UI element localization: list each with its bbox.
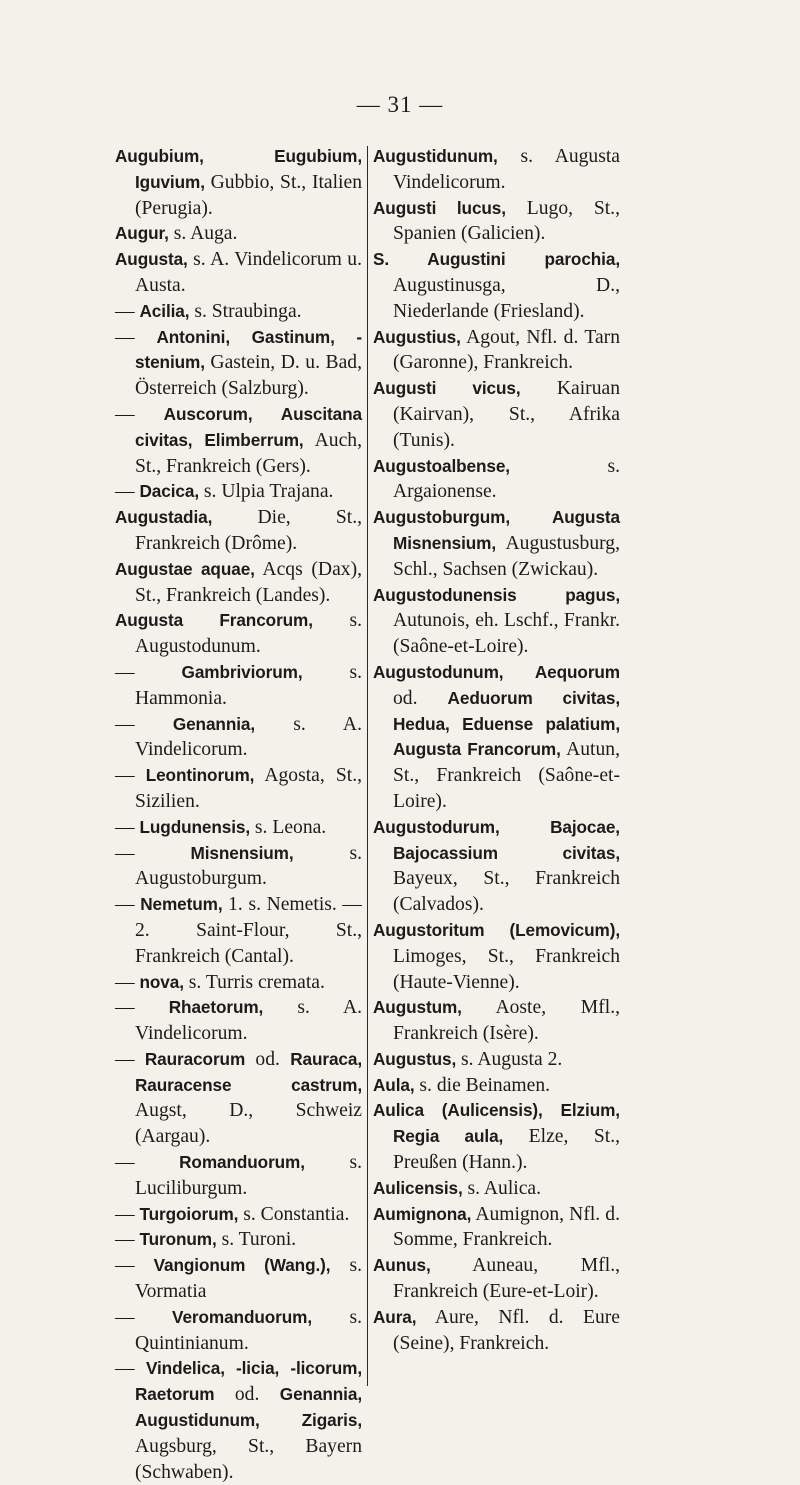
- entry-headword: Rhaetorum,: [168, 997, 264, 1018]
- entry-text: —: [115, 403, 164, 425]
- entry-headword: Gambriviorum,: [181, 661, 303, 682]
- dictionary-entry: [115, 1202, 362, 1228]
- dictionary-entry: [373, 815, 620, 918]
- entry-text: Augst, D., Schweiz (Aargau).: [135, 1100, 362, 1148]
- dictionary-entry: [115, 712, 362, 764]
- entry-headword: Augustae aquae,: [115, 558, 255, 579]
- dictionary-entry: [373, 995, 620, 1047]
- entry-text: Autun, St., Frankreich (Saône-et-Loire).: [393, 739, 620, 812]
- entry-headword: Vangionum (Wang.),: [153, 1255, 331, 1276]
- dictionary-entry: [373, 144, 620, 196]
- right-column: [373, 144, 620, 1356]
- entry-text: —: [115, 661, 182, 683]
- entry-headword: Augustidunum,: [373, 146, 498, 166]
- entry-headword: Aula,: [373, 1074, 415, 1095]
- dictionary-entry: [115, 608, 362, 660]
- entry-headword: Turonum,: [139, 1229, 217, 1250]
- entry-text: Agosta, St., Sizilien.: [135, 765, 362, 812]
- entry-headword: Augur,: [115, 223, 169, 244]
- dictionary-entry: [373, 505, 620, 582]
- entry-text: —: [115, 1306, 173, 1328]
- dictionary-entry: [115, 557, 362, 609]
- page-number: — 31 —: [356, 92, 444, 117]
- dictionary-entry: [115, 144, 362, 221]
- entry-headword: Augustodunensis pagus,: [373, 584, 620, 605]
- dictionary-entry: [373, 1176, 620, 1202]
- entry-headword: Aumignona,: [373, 1203, 472, 1224]
- entry-text: Gastein, D. u. Bad, Österreich (Salzburg).: [135, 352, 362, 400]
- entry-headword: Augustodurum, Bajocae, Bajocassium civitas,: [373, 816, 620, 863]
- entry-text: s. Augustoburgum.: [135, 842, 362, 890]
- dictionary-entry: [373, 583, 620, 660]
- entry-headword: Aunus,: [373, 1255, 431, 1276]
- entry-headword: Misnensium,: [190, 842, 294, 863]
- entry-text: s. Hammonia.: [135, 661, 362, 709]
- dictionary-entry: [115, 247, 362, 299]
- entry-text: Lugo, St., Spanien (Galicien).: [393, 197, 620, 245]
- entry-text: s. A. Vindelicorum.: [135, 997, 362, 1045]
- dictionary-entry: [115, 892, 362, 969]
- entry-text: s. Augusta 2.: [456, 1048, 563, 1070]
- entry-text: Elze, St., Preußen (Hann.).: [393, 1126, 620, 1174]
- entry-headword: Augustoalbense,: [373, 455, 510, 476]
- dictionary-entry: [373, 1202, 620, 1254]
- entry-headword: Lugdunensis,: [139, 816, 251, 837]
- entry-text: s. A. Vindelicorum u. Austa.: [135, 249, 362, 296]
- entry-text: —: [115, 971, 140, 993]
- dictionary-entry: [115, 1253, 362, 1305]
- entry-text: —: [115, 326, 157, 348]
- entry-text: —: [115, 1048, 145, 1070]
- entry-text: —: [115, 300, 140, 322]
- entry-text: —: [115, 713, 173, 735]
- entry-text: s. die Beinamen.: [414, 1074, 551, 1096]
- entry-text: —: [115, 894, 141, 916]
- dictionary-entry: [373, 660, 620, 815]
- entry-headword: Dacica,: [139, 481, 199, 502]
- dictionary-entry: [373, 325, 620, 377]
- entry-headword: Vindelica, -licia, -licorum, Raetorum: [135, 1358, 363, 1405]
- dictionary-entry: [115, 505, 362, 557]
- entry-text: s. A. Vindelicorum.: [135, 713, 362, 761]
- entry-text: Augustinusga, D., Niederlande (Friesland).: [393, 274, 620, 322]
- entry-text: —: [115, 816, 140, 838]
- entry-headword: Augustadia,: [115, 507, 213, 528]
- entry-text: Agout, Nfl. d. Tarn (Garonne), Frankreich.: [393, 326, 620, 374]
- entry-text: —: [115, 1358, 146, 1380]
- entry-headword: Augustius,: [373, 326, 461, 347]
- entry-text: —: [115, 1203, 140, 1225]
- dictionary-entry: [115, 841, 362, 893]
- entry-headword: Augusti vicus,: [373, 378, 521, 399]
- entry-text: s. Ulpia Trajana.: [199, 481, 334, 503]
- entry-text: s. Quintinianum.: [135, 1306, 362, 1354]
- entry-headword: Augustoburgum, Augusta Misnensium,: [373, 507, 620, 553]
- entry-text: od.: [245, 1048, 291, 1070]
- dictionary-entry: [373, 1047, 620, 1073]
- dictionary-entry: [373, 376, 620, 453]
- entry-text: Aumignon, Nfl. d. Somme, Frankreich.: [393, 1203, 620, 1251]
- entry-text: —: [115, 1229, 140, 1251]
- entry-headword: nova,: [139, 971, 184, 992]
- dictionary-entry: [373, 247, 620, 324]
- entry-text: Kairuan (Kairvan), St., Afrika (Tunis).: [393, 378, 620, 451]
- entry-text: Aure, Nfl. d. Eure (Seine), Frankreich.: [393, 1306, 620, 1354]
- entry-headword: Leontinorum,: [145, 765, 255, 786]
- entry-text: Auch, St., Frankreich (Gers).: [135, 429, 362, 477]
- entry-text: Augsburg, St., Bayern (Schwaben).: [135, 1435, 362, 1483]
- dictionary-entry: [115, 1227, 362, 1253]
- entry-text: —: [115, 481, 140, 503]
- entry-text: Auneau, Mfl., Frankreich (Eure-et-Loir).: [393, 1255, 620, 1303]
- entry-text: s. Leona.: [250, 816, 327, 838]
- entry-headword: Auscorum, Auscitana civitas, Elimberrum,: [135, 403, 362, 450]
- entry-headword: Augustum,: [373, 997, 462, 1018]
- entry-text: s. Augusta Vindelicorum.: [393, 146, 620, 193]
- entry-headword: Augusta Francorum,: [115, 610, 313, 631]
- entry-headword: Genannia, Augustidunum, Zigaris,: [135, 1384, 362, 1431]
- entry-text: s. Auga.: [168, 223, 238, 245]
- entry-headword: Aeduorum civitas, Hedua, Eduense palatium, Augusta Francorum,: [393, 687, 620, 760]
- entry-headword: Aura,: [373, 1306, 417, 1327]
- entry-text: 1. s. Nemetis. — 2. Saint-Flour, St., Frankreich (Cantal).: [135, 894, 362, 967]
- dictionary-entry: [115, 1047, 362, 1150]
- entry-text: Aoste, Mfl., Frankreich (Isère).: [393, 997, 620, 1045]
- entry-headword: Genannia,: [172, 713, 256, 734]
- entry-headword: Turgoiorum,: [139, 1203, 239, 1224]
- entry-text: s. Aulica.: [462, 1177, 542, 1199]
- dictionary-entry: [115, 995, 362, 1047]
- entry-text: s. Turris cremata.: [183, 971, 325, 993]
- entry-text: Acqs (Dax), St., Frankreich (Landes).: [135, 558, 362, 606]
- entry-text: od.: [214, 1384, 280, 1406]
- entry-headword: Augustodunum, Aequorum: [373, 661, 620, 682]
- entry-headword: Augubium, Eugubium, Iguvium,: [115, 146, 362, 192]
- entry-text: Gubbio, St., Italien (Perugia).: [135, 171, 362, 219]
- entry-headword: S. Augustini parochia,: [373, 249, 620, 270]
- entry-headword: Augusta,: [115, 249, 188, 270]
- dictionary-entry: [115, 660, 362, 712]
- entry-headword: Aulica (Aulicensis), Elzium, Regia aula,: [373, 1100, 620, 1147]
- entry-headword: Augustus,: [373, 1048, 457, 1069]
- entry-text: Die, St., Frankreich (Drôme).: [135, 507, 362, 554]
- dictionary-entry: [115, 299, 362, 325]
- entry-text: s. Turoni.: [216, 1229, 297, 1251]
- entry-text: —: [115, 842, 191, 864]
- dictionary-entry: [115, 763, 362, 815]
- dictionary-entry: [373, 918, 620, 995]
- entry-headword: Acilia,: [139, 300, 190, 321]
- entry-headword: Rauracorum: [144, 1048, 246, 1069]
- dictionary-entry: [115, 479, 362, 505]
- dictionary-entry: [373, 1073, 620, 1099]
- entry-headword: Romanduorum,: [179, 1152, 305, 1173]
- left-column: [115, 144, 362, 1485]
- entry-text: —: [115, 1255, 154, 1277]
- dictionary-entry: [115, 1356, 362, 1485]
- entry-text: s. Augustodunum.: [135, 610, 362, 658]
- entry-headword: Antonini, Gastinum, -stenium,: [135, 326, 362, 373]
- dictionary-entry: [115, 221, 362, 247]
- entry-headword: Rauraca, Rauracense castrum,: [135, 1048, 362, 1095]
- entry-headword: Augusti lucus,: [373, 197, 506, 218]
- entry-headword: Veromanduorum,: [172, 1306, 312, 1327]
- dictionary-entry: [115, 815, 362, 841]
- entry-text: Augustusburg, Schl., Sachsen (Zwickau).: [393, 532, 620, 580]
- entry-headword: Nemetum,: [140, 894, 223, 915]
- entry-text: s. Argaionense.: [393, 455, 620, 503]
- entry-text: —: [115, 1152, 180, 1174]
- dictionary-entry: [115, 970, 362, 996]
- dictionary-entry: [115, 325, 362, 402]
- dictionary-entry: [373, 196, 620, 248]
- column-divider: [367, 146, 368, 1386]
- entry-text: s. Vormatia: [135, 1255, 362, 1303]
- entry-text: Bayeux, St., Frankreich (Calvados).: [393, 868, 620, 916]
- entry-text: od.: [393, 687, 448, 709]
- dictionary-entry: [373, 454, 620, 506]
- entry-headword: Augustoritum (Lemovicum),: [373, 919, 620, 940]
- dictionary-entry: [373, 1098, 620, 1175]
- entry-text: s. Luciliburgum.: [135, 1152, 362, 1199]
- entry-headword: Aulicensis,: [373, 1177, 463, 1198]
- dictionary-entry: [115, 1150, 362, 1202]
- entry-text: Limoges, St., Frankreich (Haute-Vienne).: [393, 945, 620, 993]
- dictionary-entry: [373, 1253, 620, 1305]
- entry-text: —: [115, 765, 146, 787]
- entry-text: —: [115, 997, 169, 1019]
- entry-text: s. Straubinga.: [189, 300, 302, 322]
- dictionary-entry: [115, 402, 362, 479]
- entry-text: Autunois, eh. Lschf., Frankr. (Saône-et-Loire).: [393, 610, 620, 658]
- entry-text: s. Constantia.: [238, 1203, 350, 1225]
